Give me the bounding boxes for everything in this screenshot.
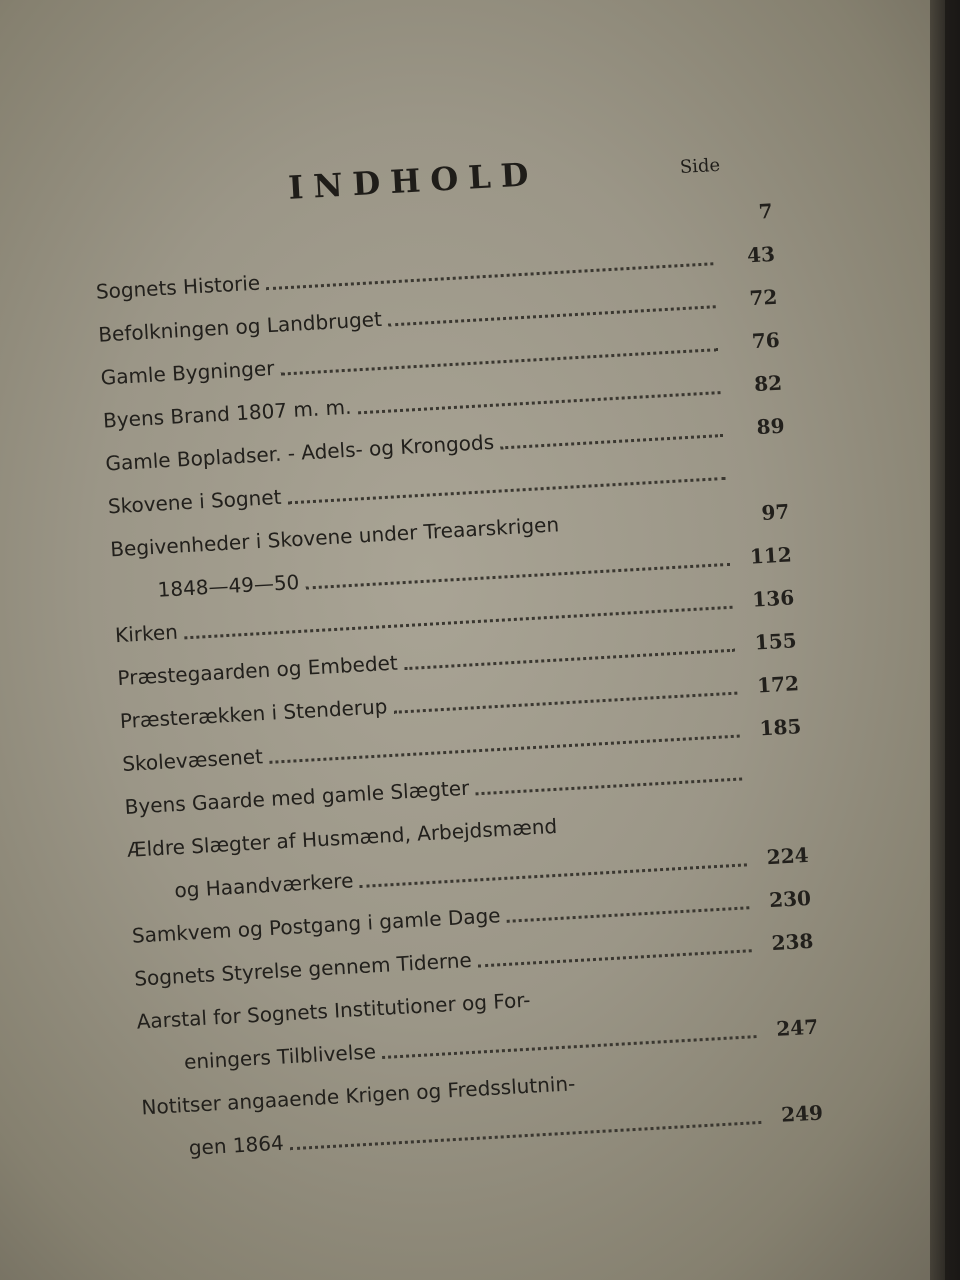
toc-entries bbox=[92, 190, 824, 1172]
toc-title: INDHOLD bbox=[287, 154, 540, 207]
page-number: 136 bbox=[751, 585, 795, 612]
entry-title: 1848—49—50 bbox=[156, 569, 300, 602]
dot-leader bbox=[290, 1121, 761, 1150]
page-number bbox=[760, 991, 816, 994]
entry-title: Skolevæsenet bbox=[121, 744, 264, 777]
page-number: 185 bbox=[758, 714, 802, 741]
dot-leader bbox=[388, 305, 716, 326]
entry-title: eningers Tilblivelse bbox=[183, 1039, 377, 1075]
entry-title: og Haandværkere bbox=[173, 868, 355, 903]
page-number: 72 bbox=[748, 284, 778, 311]
page-number: 112 bbox=[749, 542, 793, 569]
entry-title: Samkvem og Postgang i gamle Dage bbox=[131, 903, 502, 948]
page-number bbox=[765, 1077, 821, 1080]
page-number: 230 bbox=[768, 885, 812, 913]
entry-title: Gamle Bopladser. - Adels- og Krongods bbox=[104, 429, 495, 476]
entry-title: Aarstal for Sognets Institutioner og For- bbox=[136, 987, 532, 1034]
page-number bbox=[731, 475, 787, 478]
entry-title: Notitser angaaende Krigen og Fredsslutnin- bbox=[140, 1071, 576, 1120]
entry-title: gen 1864 bbox=[188, 1130, 285, 1160]
entry-title: Gamle Bygninger bbox=[100, 355, 275, 390]
page-number bbox=[751, 819, 807, 822]
entry-title: Byens Gaarde med gamle Slægter bbox=[124, 775, 470, 819]
page-number: 155 bbox=[754, 628, 798, 655]
dot-leader bbox=[507, 906, 750, 923]
page-number: 89 bbox=[755, 413, 786, 440]
page-number: 249 bbox=[780, 1100, 824, 1127]
dot-leader bbox=[475, 777, 742, 795]
entry-title: Præsterækken i Stenderup bbox=[119, 694, 388, 734]
page-number: 247 bbox=[775, 1014, 819, 1041]
page-number: 76 bbox=[751, 327, 781, 354]
page-number: 172 bbox=[756, 671, 800, 698]
page-number: 224 bbox=[766, 842, 810, 870]
page-number: 43 bbox=[746, 241, 776, 268]
entry-title: Sognets Styrelse gennem Tiderne bbox=[133, 947, 473, 991]
entry-title: Byens Brand 1807 m. m. bbox=[102, 394, 352, 433]
page-number: 7 bbox=[757, 198, 774, 224]
dot-leader bbox=[404, 649, 735, 671]
page-number bbox=[748, 776, 804, 779]
dot-leader bbox=[500, 434, 723, 449]
entry-title: Skovene i Sognet bbox=[107, 484, 282, 519]
entry-title: Begivenheder i Skovene under Treaarskrigen bbox=[109, 512, 560, 562]
side-column-label: Side bbox=[679, 154, 721, 178]
entry-title: Ældre Slægter af Husmænd, Arbejdsmænd bbox=[126, 813, 558, 862]
entry-title: Kirken bbox=[114, 619, 179, 648]
dot-leader bbox=[478, 949, 752, 967]
table-of-contents bbox=[88, 111, 824, 1160]
page-number: 82 bbox=[753, 370, 783, 397]
page-number: 238 bbox=[770, 928, 814, 956]
entry-title: Sognets Historie bbox=[95, 270, 261, 304]
entry-title: Præstegaarden og Embedet bbox=[116, 650, 399, 691]
page-number: 97 bbox=[760, 499, 790, 525]
entry-title: Befolkningen og Landbruget bbox=[97, 306, 383, 347]
